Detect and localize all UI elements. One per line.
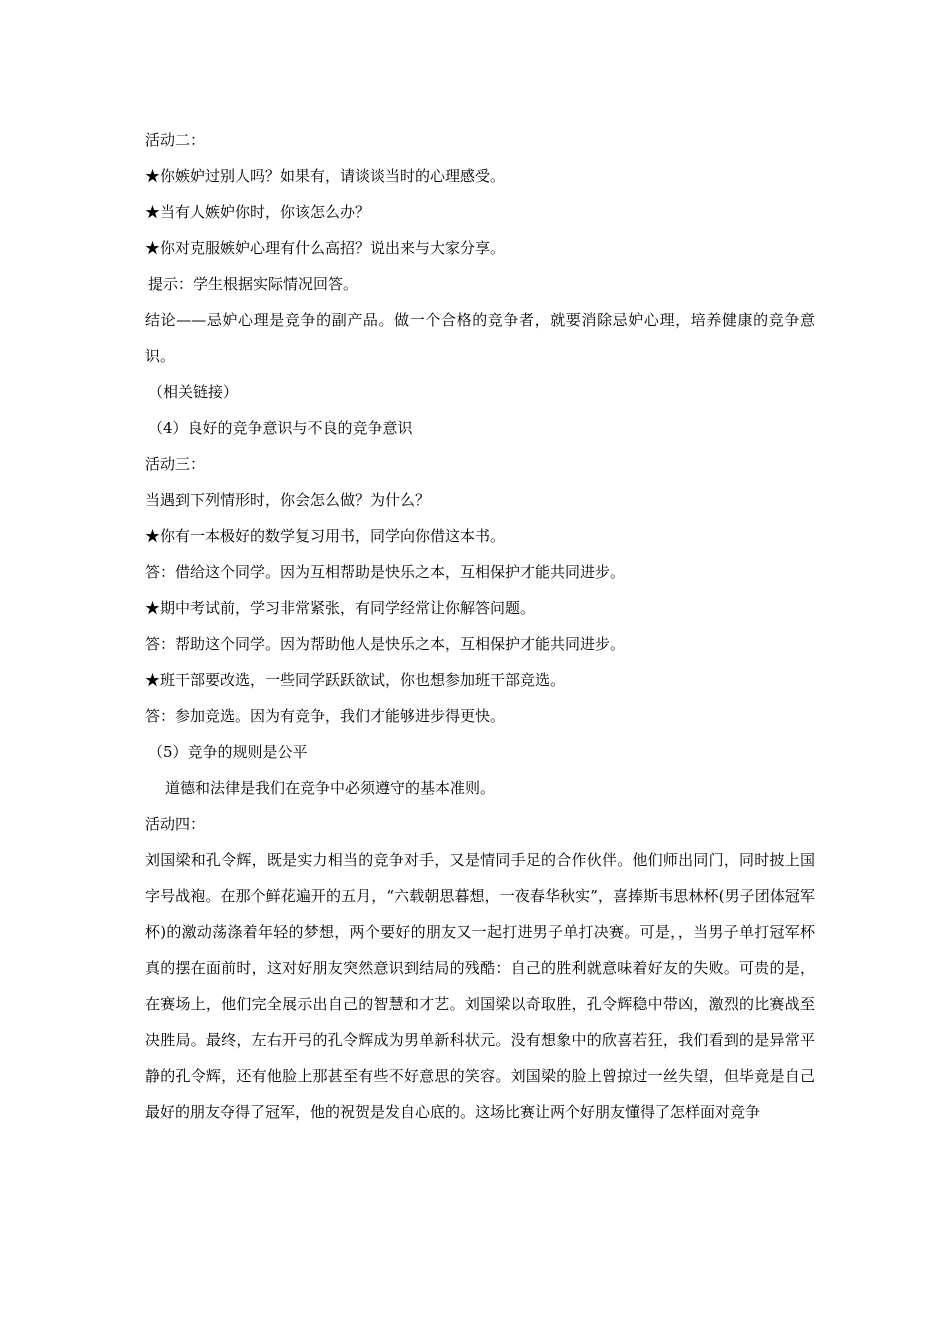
related-link-label: （相关链接） (148, 383, 239, 401)
question-line: ★你对克服嫉妒心理有什么高招？说出来与大家分享。 (145, 239, 506, 257)
principle-line: 道德和法律是我们在竞争中必须遵守的基本准则。 (165, 779, 496, 797)
section-heading-5: （5）竞争的规则是公平 (148, 743, 308, 761)
document-body (145, 122, 815, 1130)
question-line: ★你嫉妒过别人吗？如果有，请谈谈当时的心理感受。 (145, 167, 506, 185)
scenario-line: ★期中考试前，学习非常紧张，有同学经常让你解答问题。 (145, 599, 536, 617)
scenario-line: ★你有一本极好的数学复习用书，同学向你借这本书。 (145, 527, 506, 545)
heading-activity-four: 活动四： (145, 815, 206, 833)
hint-line: 提示：学生根据实际情况回答。 (148, 275, 359, 293)
question-line: ★当有人嫉妒你时，你该怎么办？ (145, 203, 371, 221)
section-heading-4: （4）良好的竞争意识与不良的竞争意识 (148, 419, 413, 437)
answer-line: 答：帮助这个同学。因为帮助他人是快乐之本，互相保护才能共同进步。 (145, 635, 626, 653)
heading-activity-three: 活动三： (145, 455, 206, 473)
heading-activity-two: 活动二： (145, 131, 206, 149)
scenario-line: ★班干部要改选，一些同学跃跃欲试，你也想参加班干部竞选。 (145, 671, 566, 689)
prompt-line: 当遇到下列情形时，你会怎么做？为什么？ (145, 491, 431, 509)
story-paragraph: 刘国梁和孔令辉，既是实力相当的竞争对手，又是情同手足的合作伙伴。他们师出同门，同时披上国字号战袍。在那个鲜花遍开的五月，“六载朝思暮想，一夜春华秋实”，喜捧斯韦思林杯(男子团体冠军杯)的激动荡涤着年轻的梦想，两个要好的朋友又一起打进男子单打决赛。可是，，当男子单打冠军杯真的摆在面前时，这对好朋友突然意识到结局的残酷：自己的胜利就意味着好友的失败。可贵的是，在赛场上，他们完全展示出自己的智慧和才艺。刘国梁以奇取胜，孔令辉稳中带凶，激烈的比赛战至决胜局。最终，左右开弓的孔令辉成为男单新科状元。没有想象中的欣喜若狂，我们看到的是异常平静的孔令辉，还有他脸上那甚至有些不好意思的笑容。刘国梁的脸上曾掠过一丝失望，但毕竟是自己最好的朋友夺得了冠军，他的祝贺是发自心底的。这场比赛让两个好朋友懂得了怎样面对竞争 (145, 851, 815, 1121)
conclusion-paragraph: 结论——忌妒心理是竞争的副产品。做一个合格的竞争者，就要消除忌妒心理，培养健康的竞争意识。 (145, 311, 815, 365)
answer-line: 答：借给这个同学。因为互相帮助是快乐之本，互相保护才能共同进步。 (145, 563, 626, 581)
answer-line: 答：参加竞选。因为有竞争，我们才能够进步得更快。 (145, 707, 506, 725)
